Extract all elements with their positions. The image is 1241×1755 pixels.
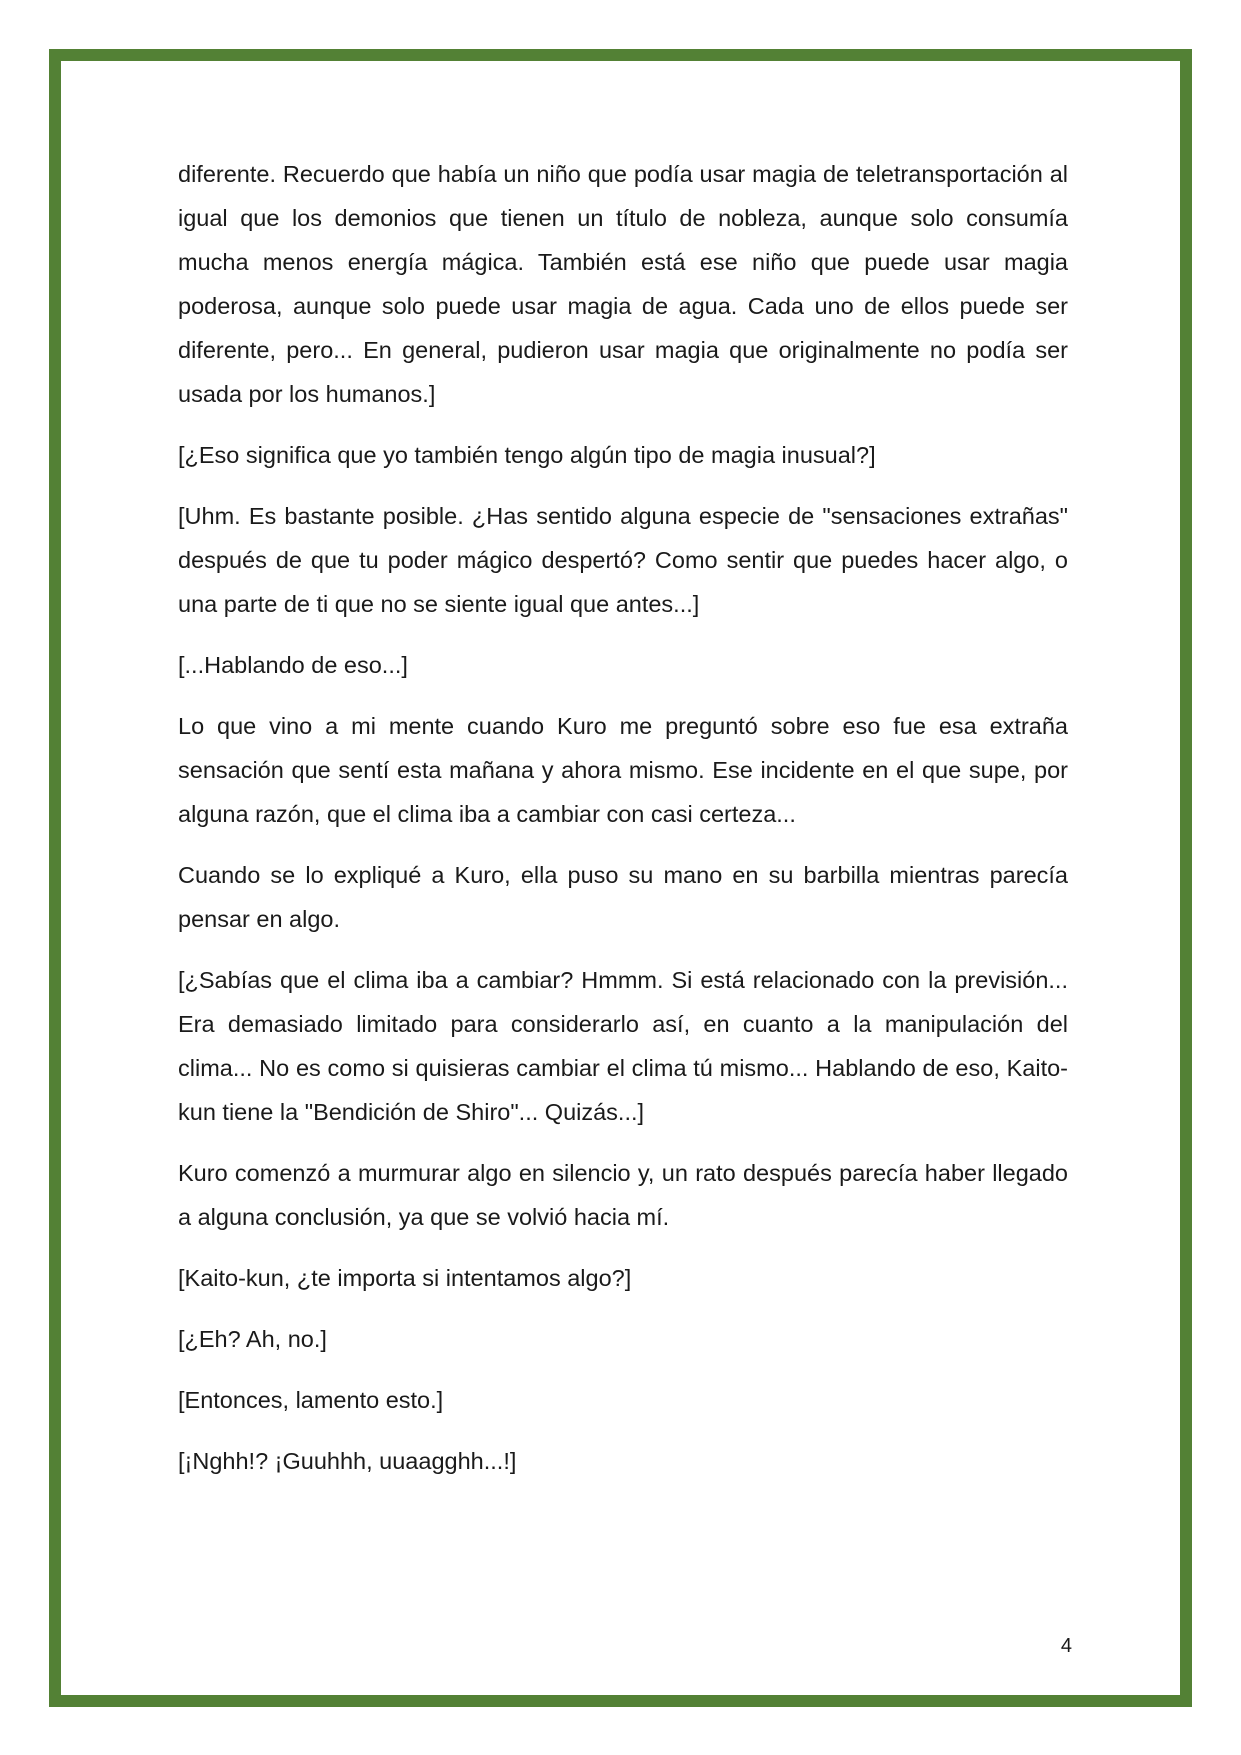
paragraph: [¿Sabías que el clima iba a cambiar? Hmmm. Si está relacionado con la previsión... Era demasiado limitado para considerarlo así, en cuanto a la manipulación del clima... No es como si quisieras cambiar el clima tú mismo... Hablando de eso, Kaito-kun tiene la "Bendición de Shiro"... Quizás...]	[178, 967, 1068, 1125]
paragraph: Cuando se lo expliqué a Kuro, ella puso su mano en su barbilla mientras parecía pensar en algo.	[178, 862, 1068, 932]
paragraph: diferente. Recuerdo que había un niño que podía usar magia de teletransportación al igual que los demonios que tienen un título de nobleza, aunque solo consumía mucha menos energía mágica. También está ese niño que puede usar magia poderosa, aunque solo puede usar magia de agua. Cada uno de ellos puede ser diferente, pero... En general, pudieron usar magia que originalmente no podía ser usada por los humanos.]	[178, 161, 1068, 407]
paragraph: Kuro comenzó a murmurar algo en silencio y, un rato después parecía haber llegado a alguna conclusión, ya que se volvió hacia mí.	[178, 1160, 1068, 1230]
paragraph: Lo que vino a mi mente cuando Kuro me preguntó sobre eso fue esa extraña sensación que sentí esta mañana y ahora mismo. Ese incidente en el que supe, por alguna razón, que el clima iba a cambiar con casi certeza...	[178, 713, 1068, 827]
page-number: 4	[1060, 1635, 1072, 1657]
paragraph: [¿Eso significa que yo también tengo algún tipo de magia inusual?]	[178, 442, 876, 468]
paragraph: [¡Nghh!? ¡Guuhhh, uuaagghh...!]	[178, 1448, 517, 1474]
paragraph: [Entonces, lamento esto.]	[178, 1387, 444, 1413]
paragraph: [Uhm. Es bastante posible. ¿Has sentido alguna especie de "sensaciones extrañas" después de que tu poder mágico despertó? Como sentir que puedes hacer algo, o una parte de ti que no se siente igual que antes...]	[178, 503, 1068, 617]
paragraph: [Kaito-kun, ¿te importa si intentamos algo?]	[178, 1265, 632, 1291]
document-body	[178, 152, 1068, 1500]
paragraph: [...Hablando de eso...]	[178, 652, 408, 678]
paragraph: [¿Eh? Ah, no.]	[178, 1326, 327, 1352]
